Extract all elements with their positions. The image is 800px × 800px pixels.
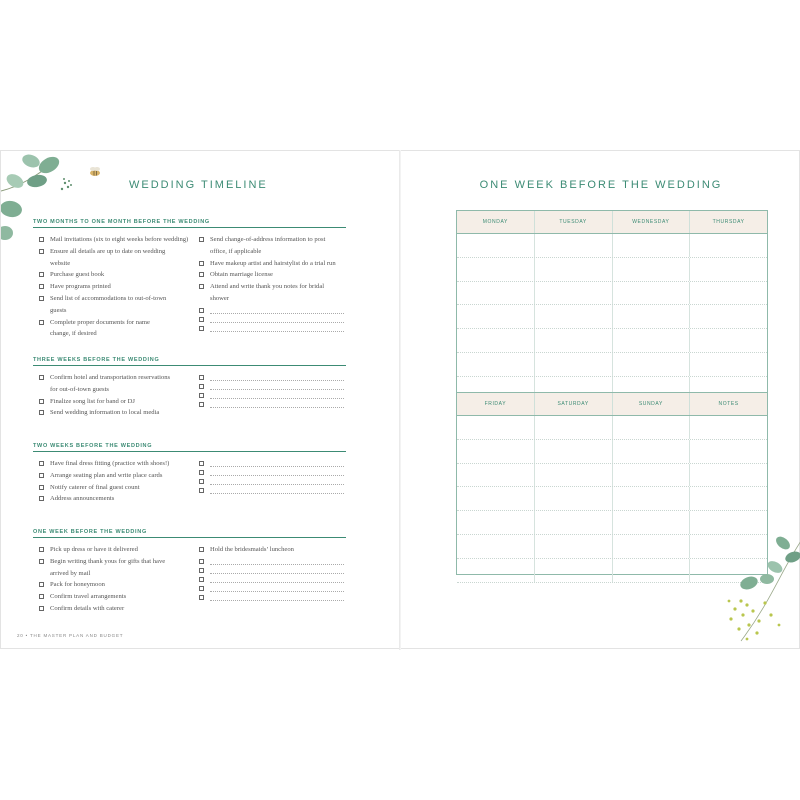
checkbox[interactable] <box>199 586 204 591</box>
checklist-item-text: Confirm travel arrangements <box>50 593 127 601</box>
checklist-item <box>39 470 189 482</box>
checklist-item <box>199 544 347 556</box>
checkbox[interactable] <box>199 384 204 389</box>
checkbox[interactable] <box>199 402 204 407</box>
checklist-item-text: Finalize song list for band or DJ <box>50 397 135 405</box>
blank-write-in-line[interactable] <box>210 485 344 494</box>
weekly-calendar-grid <box>456 210 768 575</box>
checkbox[interactable] <box>39 410 44 415</box>
checklist-item-text: Send change-of-address information to post <box>210 236 326 243</box>
checklist-item <box>199 565 347 574</box>
page-title: WEDDING TIMELINE <box>129 179 268 191</box>
blank-write-in-line[interactable] <box>210 390 344 399</box>
calendar-cell[interactable] <box>613 353 691 376</box>
day-header: WEDNESDAY <box>613 211 691 233</box>
checklist-item <box>39 269 189 281</box>
checkbox[interactable] <box>39 237 44 242</box>
checklist-item-text: Ensure all details are up to date on wedding <box>50 247 166 255</box>
calendar-cell[interactable] <box>613 282 691 305</box>
section-heading: THREE WEEKS BEFORE THE WEDDING <box>33 357 346 366</box>
calendar-cell[interactable] <box>535 535 613 558</box>
checklist-item-text-continued: arrived by mail <box>50 569 91 577</box>
checklist-item <box>39 579 189 591</box>
checkbox[interactable] <box>199 559 204 564</box>
checkbox[interactable] <box>39 399 44 404</box>
calendar-header-row <box>457 211 767 234</box>
checklist-item <box>39 293 189 317</box>
calendar-cell[interactable] <box>535 282 613 305</box>
checklist-item-text: Confirm hotel and transportation reservations <box>50 374 171 381</box>
calendar-cell[interactable] <box>613 464 691 487</box>
calendar-row <box>457 305 767 329</box>
day-header: SATURDAY <box>535 393 613 415</box>
checkbox[interactable] <box>39 582 44 587</box>
calendar-cell[interactable] <box>457 487 535 510</box>
timeline-section <box>33 357 346 417</box>
blank-write-in-line[interactable] <box>210 574 344 583</box>
checklist-item <box>199 574 347 583</box>
checkbox[interactable] <box>39 375 44 380</box>
calendar-cell[interactable] <box>535 511 613 534</box>
blank-write-in-line[interactable] <box>210 565 344 574</box>
calendar-cell[interactable] <box>535 353 613 376</box>
checkbox[interactable] <box>199 461 204 466</box>
checklist-item-text-continued: website <box>50 259 71 267</box>
blank-write-in-line[interactable] <box>210 399 344 408</box>
calendar-cell[interactable] <box>457 464 535 487</box>
checklist-item <box>199 305 347 314</box>
calendar-cell[interactable] <box>690 487 767 510</box>
checklist-item <box>199 234 347 258</box>
checklist-item-text-continued: change, if desired <box>50 330 97 338</box>
right-page <box>400 150 800 649</box>
calendar-row <box>457 234 767 258</box>
checkbox[interactable] <box>39 296 44 301</box>
day-header: MONDAY <box>457 211 535 233</box>
checklist-item-text: Complete proper documents for name <box>50 318 150 326</box>
checklist-item <box>199 556 347 565</box>
checklist-item <box>39 482 189 494</box>
checkbox[interactable] <box>199 308 204 313</box>
checklist-item <box>199 269 347 281</box>
checklist-item-text: Arrange seating plan and write place cards <box>50 471 163 479</box>
calendar-row <box>457 258 767 282</box>
checkbox[interactable] <box>199 595 204 600</box>
checklist-item <box>39 246 189 270</box>
checklist-item <box>199 467 347 476</box>
calendar-cell[interactable] <box>457 305 535 328</box>
page-title: ONE WEEK BEFORE THE WEDDING <box>479 179 723 191</box>
calendar-cell[interactable] <box>457 535 535 558</box>
blank-write-in-line[interactable] <box>210 314 344 323</box>
calendar-cell[interactable] <box>457 353 535 376</box>
checklist-item <box>39 396 189 408</box>
checklist-item-text: Begin writing thank yous for gifts that have <box>50 557 166 565</box>
checklist-item-text: Have programs printed <box>50 283 111 291</box>
timeline-section <box>33 529 346 612</box>
checklist-item <box>39 493 189 505</box>
checkbox[interactable] <box>39 485 44 490</box>
checkbox[interactable] <box>199 470 204 475</box>
checklist-item-text: Address announcements <box>50 495 115 503</box>
calendar-cell[interactable] <box>690 329 767 352</box>
calendar-cell[interactable] <box>535 416 613 439</box>
checklist-item-text: Hold the bridesmaids’ luncheon <box>210 546 294 553</box>
calendar-cell[interactable] <box>613 511 691 534</box>
checklist-item-text: Confirm details with caterer <box>50 604 125 612</box>
checkbox[interactable] <box>39 461 44 466</box>
checklist-item-text: Send list of accommodations to out-of-town <box>50 294 167 302</box>
checklist-item <box>39 281 189 293</box>
checklist-item <box>199 485 347 494</box>
day-header: FRIDAY <box>457 393 535 415</box>
checklist-item <box>199 583 347 592</box>
checklist-item-text: Notify caterer of final guest count <box>50 483 140 491</box>
checklist-item <box>199 458 347 467</box>
calendar-cell[interactable] <box>690 416 767 439</box>
calendar-cell[interactable] <box>535 464 613 487</box>
calendar-cell[interactable] <box>613 559 691 582</box>
calendar-cell[interactable] <box>535 305 613 328</box>
checklist-item-text: Purchase guest book <box>50 271 105 279</box>
checkbox[interactable] <box>199 547 204 552</box>
calendar-cell[interactable] <box>457 416 535 439</box>
checkbox[interactable] <box>199 568 204 573</box>
checklist-item <box>199 281 347 305</box>
checklist-item-text: Attend and write thank you notes for bridal <box>210 283 325 291</box>
calendar-cell[interactable] <box>457 329 535 352</box>
checklist-item-text-continued: guests <box>50 306 67 314</box>
section-heading: TWO MONTHS TO ONE MONTH BEFORE THE WEDDING <box>33 219 346 228</box>
checkbox[interactable] <box>199 393 204 398</box>
checkbox[interactable] <box>39 496 44 501</box>
calendar-row <box>457 487 767 511</box>
calendar-cell[interactable] <box>690 282 767 305</box>
blank-write-in-line[interactable] <box>210 323 344 332</box>
checklist-item-text-continued: for out-of-town guests <box>50 385 109 393</box>
blank-write-in-line[interactable] <box>210 458 344 467</box>
blank-write-in-line[interactable] <box>210 381 344 390</box>
checkbox[interactable] <box>199 237 204 242</box>
checklist-item-text-continued: shower <box>210 294 230 302</box>
checkbox[interactable] <box>199 261 204 266</box>
checklist-item-text: Have makeup artist and hairstylist do a trial run <box>210 259 336 267</box>
checklist-item <box>39 407 189 419</box>
checkbox[interactable] <box>39 559 44 564</box>
blank-write-in-line[interactable] <box>210 305 344 314</box>
blank-write-in-line[interactable] <box>210 592 344 601</box>
calendar-cell[interactable] <box>613 305 691 328</box>
blank-write-in-line[interactable] <box>210 372 344 381</box>
calendar-cell[interactable] <box>535 559 613 582</box>
checklist-item-text-continued: office, if applicable <box>210 247 262 255</box>
checkbox[interactable] <box>39 320 44 325</box>
spread-gutter <box>399 150 401 650</box>
calendar-row <box>457 282 767 306</box>
timeline-section <box>33 219 346 338</box>
calendar-row <box>457 416 767 440</box>
checkbox[interactable] <box>199 326 204 331</box>
checkbox[interactable] <box>199 317 204 322</box>
calendar-cell[interactable] <box>613 440 691 463</box>
checkbox[interactable] <box>39 547 44 552</box>
checkbox[interactable] <box>199 284 204 289</box>
calendar-cell[interactable] <box>535 258 613 281</box>
calendar-cell[interactable] <box>613 234 691 257</box>
checkbox[interactable] <box>39 272 44 277</box>
calendar-cell[interactable] <box>535 234 613 257</box>
calendar-cell[interactable] <box>690 258 767 281</box>
checklist-item-text: Obtain marriage license <box>210 271 273 279</box>
calendar-cell[interactable] <box>690 353 767 376</box>
calendar-header-row <box>457 392 767 416</box>
calendar-cell[interactable] <box>457 440 535 463</box>
checklist-item <box>199 323 347 332</box>
checklist-item <box>199 390 347 399</box>
calendar-row <box>457 464 767 488</box>
blank-write-in-line[interactable] <box>210 467 344 476</box>
calendar-cell[interactable] <box>613 487 691 510</box>
checkbox[interactable] <box>39 249 44 254</box>
calendar-cell[interactable] <box>535 440 613 463</box>
checklist-item <box>39 458 189 470</box>
checkbox[interactable] <box>199 272 204 277</box>
checklist-item <box>199 592 347 601</box>
calendar-cell[interactable] <box>457 282 535 305</box>
checkbox[interactable] <box>39 473 44 478</box>
left-page <box>0 150 400 649</box>
calendar-cell[interactable] <box>457 234 535 257</box>
checkbox[interactable] <box>199 488 204 493</box>
checklist-item <box>39 372 189 396</box>
calendar-cell[interactable] <box>690 464 767 487</box>
checkbox[interactable] <box>39 606 44 611</box>
calendar-rows <box>457 234 767 401</box>
checklist-item <box>199 381 347 390</box>
checkbox[interactable] <box>199 375 204 380</box>
checklist-item <box>199 372 347 381</box>
section-heading: TWO WEEKS BEFORE THE WEDDING <box>33 443 346 452</box>
blank-write-in-line[interactable] <box>210 583 344 592</box>
checklist-item <box>199 314 347 323</box>
checklist-item <box>199 258 347 270</box>
checklist-item-text: Have final dress fitting (practice with shoes!) <box>50 460 170 467</box>
calendar-cell[interactable] <box>613 258 691 281</box>
calendar-cell[interactable] <box>457 258 535 281</box>
day-header: SUNDAY <box>613 393 691 415</box>
checklist-item <box>39 317 189 341</box>
checkbox[interactable] <box>39 284 44 289</box>
blank-write-in-line[interactable] <box>210 476 344 485</box>
checklist-item-text: Send wedding information to local media <box>50 409 160 417</box>
calendar-cell[interactable] <box>457 511 535 534</box>
day-header: THURSDAY <box>712 219 745 225</box>
checklist-item-text: Pick up dress or have it delivered <box>50 546 138 553</box>
checklist-item <box>199 399 347 408</box>
calendar-top-block <box>457 211 767 401</box>
timeline-section <box>33 443 346 503</box>
section-heading: ONE WEEK BEFORE THE WEDDING <box>33 529 346 538</box>
calendar-cell[interactable] <box>613 535 691 558</box>
day-header: NOTES <box>718 401 739 407</box>
calendar-cell[interactable] <box>535 329 613 352</box>
calendar-row <box>457 353 767 377</box>
page-footer: 20 • THE MASTER PLAN AND BUDGET <box>17 633 124 638</box>
blank-write-in-line[interactable] <box>210 556 344 565</box>
checklist-item <box>39 603 189 615</box>
checklist-item <box>199 476 347 485</box>
day-header: TUESDAY <box>535 211 613 233</box>
checkbox[interactable] <box>199 479 204 484</box>
checkbox[interactable] <box>39 594 44 599</box>
checklist-item <box>39 591 189 603</box>
calendar-cell[interactable] <box>690 305 767 328</box>
calendar-cell[interactable] <box>613 416 691 439</box>
calendar-cell[interactable] <box>457 559 535 582</box>
checklist-item-text: Mail invitations (six to eight weeks before wedding) <box>50 236 189 243</box>
calendar-cell[interactable] <box>690 440 767 463</box>
checklist-item <box>39 544 189 556</box>
checklist-item <box>39 234 189 246</box>
calendar-cell[interactable] <box>613 329 691 352</box>
checklist-item-text: Pack for honeymoon <box>50 581 105 589</box>
calendar-cell[interactable] <box>690 234 767 257</box>
calendar-row <box>457 329 767 353</box>
checklist-item <box>39 556 189 580</box>
calendar-row <box>457 440 767 464</box>
checkbox[interactable] <box>199 577 204 582</box>
calendar-cell[interactable] <box>535 487 613 510</box>
